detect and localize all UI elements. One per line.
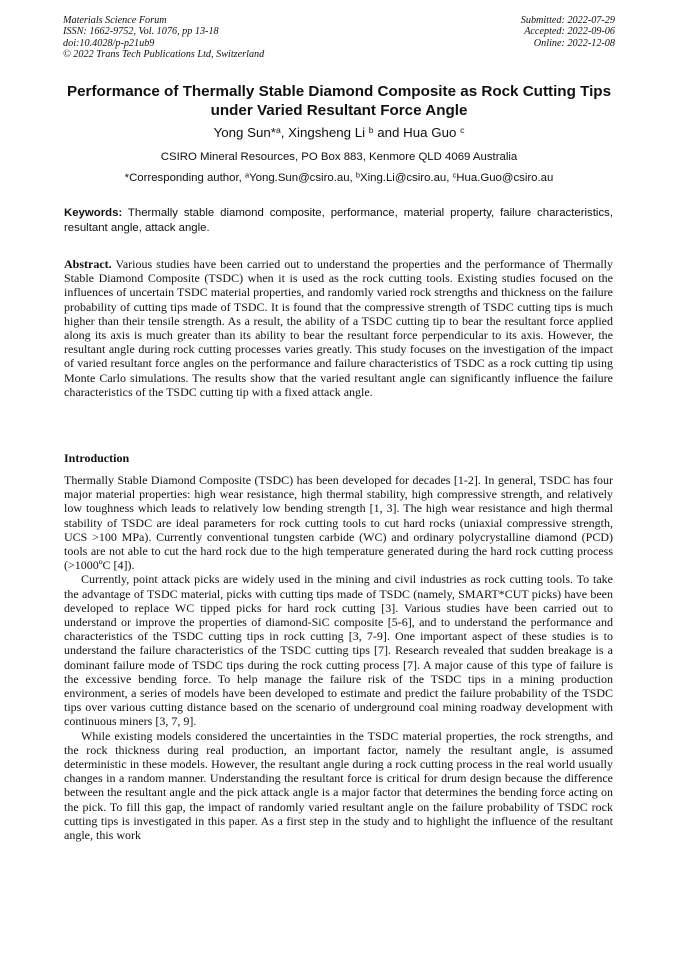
email-link[interactable]: Xing.Li@csiro.au, bbox=[359, 172, 453, 184]
author-separator: and bbox=[373, 125, 404, 140]
section-heading-introduction: Introduction bbox=[64, 451, 130, 465]
email-marker: c bbox=[452, 170, 457, 180]
abstract bbox=[64, 257, 613, 399]
abstract-text: Various studies have been carried out to understand the properties and the performance of Thermally Stable Diamond Composite (TSDC) when it is used as the rock cutting tools. Existing studies focused on the influences of uncertain TSDC material properties, and randomly varied rock strengths and thickness on the failure probability of cutting tips made of TSDC. It is found that the compressive strength of TSDC cutting tips is much higher than their tensile strength. As a result, the ability of a TSDC cutting tip to bear the resultant force applied along its axis is much greater than its ability to bear the resultant force perpendicular to its axis. However, the resultant angle during rock cutting processes varies greatly. This study focuses on the investigation of the impact of varied resultant force angles on the performance and failure characteristics of TSDC as a rock cutting tip using Monte Carlo simulations. The results show that the varied resultant angle can significantly influence the failure characteristics of the TSDC cutting tip with a fixed attack angle. bbox=[64, 257, 613, 399]
author-name: Xingsheng Li bbox=[288, 125, 369, 140]
paragraph: Thermally Stable Diamond Composite (TSDC) has been developed for decades [1-2]. In general, TSDC has four major material properties: high wear resistance, high thermal stability, high compressive strength, and relatively low toughness which leads to relatively low bending strength [1, 3]. The high wear resistance and high thermal stability of TSDC are ideal parameters for rock cutting tools to cut hard rocks (uniaxial compressive strength, UCS >100 MPa). Currently conventional tungsten carbide (WC) and ordinary polycrystalline diamond (PCD) tools are not able to cut the hard rock due to the high temperature generated during the hard rock cutting process (>1000ºC [4]). bbox=[64, 473, 613, 573]
introduction-body bbox=[64, 473, 613, 842]
author-name: Hua Guo bbox=[403, 125, 461, 140]
doi: doi:10.4028/p-p21ub9 bbox=[63, 37, 155, 49]
email-marker: b bbox=[355, 170, 360, 180]
journal-name: Materials Science Forum bbox=[63, 15, 167, 26]
author-list bbox=[0, 125, 678, 141]
author-name: Yong Sun* bbox=[213, 125, 276, 140]
journal-info bbox=[63, 15, 264, 61]
author-marker: a bbox=[275, 125, 281, 136]
corr-label: *Corresponding author, bbox=[124, 172, 245, 184]
author-marker: b bbox=[368, 125, 374, 136]
email-link[interactable]: Yong.Sun@csiro.au, bbox=[249, 172, 356, 184]
paragraph: While existing models considered the uncertainties in the TSDC material properties, the rock strengths, and the rock thickness during real production, an important factor, namely the resultant angle, is assumed deterministic in these models. However, the resultant angle during a rock cutting process in the real world usually changes in a random manner. Understanding the resultant force is critical for drum design because the difference between the resultant angle and the pick attack angle is a major factor that determines the bending force acting on the pick. To fill this gap, the impact of randomly varied resultant angle on the failure probability of TSDC rock cutting tips is investigated in this paper. As a first step in the study and to highlight the influence of the resultant angle, this work bbox=[64, 728, 613, 843]
copyright: © 2022 Trans Tech Publications Ltd, Switzerland bbox=[63, 49, 265, 61]
author-marker: c bbox=[460, 125, 465, 136]
email-marker: a bbox=[244, 170, 250, 180]
abstract-label: Abstract. bbox=[64, 257, 112, 271]
issn-volume: ISSN: 1662-9752, Vol. 1076, pp 13-18 bbox=[63, 26, 219, 38]
paragraph: Currently, point attack picks are widely used in the mining and civil industries as rock cutting tools. To take the advantage of TSDC material, picks with cutting tips made of TSDC (namely, SMART*CUT picks) have been developed to replace WC tipped picks for hard rock cutting [3]. Various studies have been carried out to understand or improve the properties of diamond-SiC composite [5-6], and to understand the performance and characteristics of the TSDC cutting tips in rock cutting [3, 7-9]. One important aspect of these studies is to understand the failure characteristics of the TSDC cutting tips [7]. Research revealed that sudden breakage is a dominant failure mode of TSDC tips during the rock cutting process [7]. A major cause of this type of failure is the excessive bending force. To help manage the failure risk of the TSDC tips in a mining production environment, a series of models have been developed to estimate and predict the failure probability of the TSDC tips over various cutting distance based on the scenario of underground coal mining roadway development with continuous miners [3, 7, 9]. bbox=[64, 572, 613, 729]
keywords-label: Keywords: bbox=[64, 207, 123, 219]
keywords bbox=[64, 206, 613, 235]
publication-dates bbox=[521, 15, 615, 49]
email-link[interactable]: Hua.Guo@csiro.au bbox=[456, 172, 554, 184]
keywords-text: Thermally stable diamond composite, performance, material property, failure characteristics, resultant angle, attack angle. bbox=[64, 207, 613, 234]
author-separator: , bbox=[280, 125, 289, 140]
accepted-date: Accepted: 2022-09-06 bbox=[524, 26, 615, 38]
submitted-date: Submitted: 2022-07-29 bbox=[520, 15, 615, 26]
affiliation: CSIRO Mineral Resources, PO Box 883, Kenmore QLD 4069 Australia bbox=[160, 151, 518, 163]
paper-title: Performance of Thermally Stable Diamond Composite as Rock Cutting Tips under Varied Resultant Force Angle bbox=[66, 83, 612, 119]
online-date: Online: 2022-12-08 bbox=[533, 37, 615, 49]
corresponding-author bbox=[0, 172, 678, 185]
